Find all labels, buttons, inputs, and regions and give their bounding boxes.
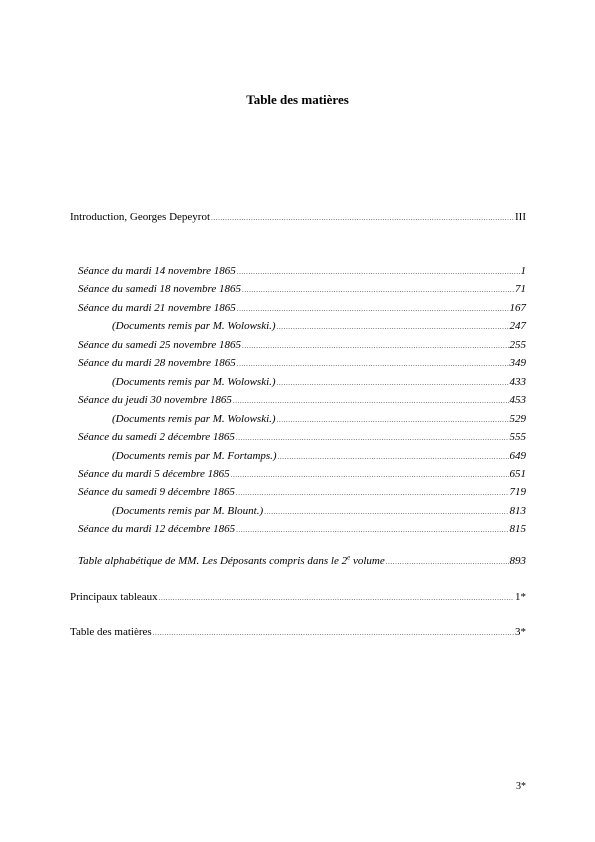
toc-entry-introduction[interactable] bbox=[70, 210, 526, 225]
toc-entry-documents[interactable] bbox=[112, 375, 526, 390]
dot-leader bbox=[386, 555, 509, 569]
dot-leader bbox=[242, 339, 508, 353]
dot-leader bbox=[233, 394, 509, 408]
dot-leader bbox=[153, 626, 514, 640]
dot-leader bbox=[236, 486, 509, 500]
toc-entry-label: Séance du jeudi 30 novembre 1865 bbox=[78, 394, 232, 407]
dot-leader bbox=[278, 450, 509, 464]
toc-entry-label: Séance du samedi 2 décembre 1865 bbox=[78, 431, 235, 444]
toc-entry-label bbox=[78, 554, 385, 568]
toc-entry-label: Introduction, Georges Depeyrot bbox=[70, 211, 211, 223]
dot-leader bbox=[237, 302, 509, 316]
toc-entry-documents[interactable] bbox=[112, 504, 526, 519]
toc-entry-principaux-tableaux[interactable] bbox=[70, 590, 526, 605]
toc-entry-seance[interactable] bbox=[78, 522, 526, 537]
toc-entry-label: Séance du mardi 14 novembre 1865 bbox=[78, 265, 236, 277]
dot-leader bbox=[242, 283, 514, 297]
page-number: 3* bbox=[516, 781, 526, 792]
toc-entry-label: Séance du mardi 21 novembre 1865 bbox=[78, 301, 236, 314]
dot-leader bbox=[231, 468, 509, 482]
toc-entry-page: 529 bbox=[509, 412, 526, 425]
toc-entry-page: 1* bbox=[515, 591, 526, 603]
toc-entry-seance[interactable] bbox=[78, 430, 526, 445]
dot-leader bbox=[237, 357, 509, 371]
toc-entry-label: Séance du mardi 12 décembre 1865 bbox=[78, 523, 236, 536]
toc-entry-seance[interactable] bbox=[78, 356, 526, 371]
toc-entry-seance[interactable] bbox=[78, 264, 526, 279]
toc-entry-label-part: volume bbox=[350, 555, 385, 567]
toc-entry-label: (Documents remis par M. Blount.) bbox=[112, 504, 264, 517]
toc-entry-seance[interactable] bbox=[78, 467, 526, 482]
toc-entry-page: 3* bbox=[515, 626, 526, 638]
dot-leader bbox=[277, 413, 509, 427]
toc-entry-page: 555 bbox=[509, 431, 526, 444]
toc-entry-page: 71 bbox=[515, 283, 526, 296]
toc-entry-page: 167 bbox=[509, 301, 526, 314]
toc-entry-label: Séance du mardi 28 novembre 1865 bbox=[78, 357, 236, 370]
page-title: Table des matières bbox=[246, 92, 349, 107]
toc-entry-documents[interactable] bbox=[112, 412, 526, 427]
toc-entry-label: Séance du samedi 25 novembre 1865 bbox=[78, 338, 242, 351]
dot-leader bbox=[237, 265, 520, 279]
dot-leader bbox=[277, 320, 509, 334]
dot-leader bbox=[159, 591, 514, 605]
dot-leader bbox=[277, 376, 509, 390]
toc-entry-page: 649 bbox=[509, 449, 526, 462]
toc-entry-label: (Documents remis par M. Fortamps.) bbox=[112, 449, 277, 462]
dot-leader bbox=[236, 431, 509, 445]
superscript-e: e bbox=[347, 553, 351, 562]
toc-entry-page: 349 bbox=[509, 357, 526, 370]
toc-entry-page: 893 bbox=[509, 555, 526, 567]
toc-entry-page: 813 bbox=[509, 504, 526, 517]
toc-entry-label: Séance du samedi 18 novembre 1865 bbox=[78, 283, 242, 296]
toc-entry-page: 1 bbox=[520, 265, 526, 277]
toc-entry-label: Table des matières bbox=[70, 626, 152, 638]
toc-entry-documents[interactable] bbox=[112, 319, 526, 334]
dot-leader bbox=[264, 505, 508, 519]
toc-entry-page: 719 bbox=[509, 486, 526, 499]
toc-entry-label-part: Table alphabétique de MM. Les Déposants compris dans le 2 bbox=[78, 555, 348, 567]
toc-entry-table-des-matieres[interactable] bbox=[70, 625, 526, 640]
toc-entry-page: 651 bbox=[509, 467, 526, 480]
toc-entry-seance[interactable] bbox=[78, 338, 526, 353]
toc-entry-label: (Documents remis par M. Wolowski.) bbox=[112, 320, 276, 333]
toc-entry-seance[interactable] bbox=[78, 393, 526, 408]
toc-entry-page: III bbox=[515, 211, 526, 223]
toc-entry-page: 255 bbox=[509, 338, 526, 351]
dot-leader bbox=[211, 211, 514, 225]
toc-entry-page: 453 bbox=[509, 394, 526, 407]
toc-entry-page: 815 bbox=[509, 523, 526, 536]
dot-leader bbox=[236, 523, 508, 537]
toc-entry-documents[interactable] bbox=[112, 449, 526, 464]
toc-entry-label: (Documents remis par M. Wolowski.) bbox=[112, 375, 276, 388]
toc-entry-seance[interactable] bbox=[78, 485, 526, 500]
toc-entry-label: Séance du mardi 5 décembre 1865 bbox=[78, 467, 230, 480]
toc-entry-table-alphabetique[interactable] bbox=[78, 554, 526, 569]
toc-entry-seance[interactable] bbox=[78, 301, 526, 316]
toc-entry-label: Séance du samedi 9 décembre 1865 bbox=[78, 486, 235, 499]
toc-entry-seance[interactable] bbox=[78, 282, 526, 297]
toc-entry-page: 433 bbox=[509, 375, 526, 388]
toc-entry-label: (Documents remis par M. Wolowski.) bbox=[112, 412, 276, 425]
toc-entry-page: 247 bbox=[509, 320, 526, 333]
toc-entry-label: Principaux tableaux bbox=[70, 591, 158, 603]
